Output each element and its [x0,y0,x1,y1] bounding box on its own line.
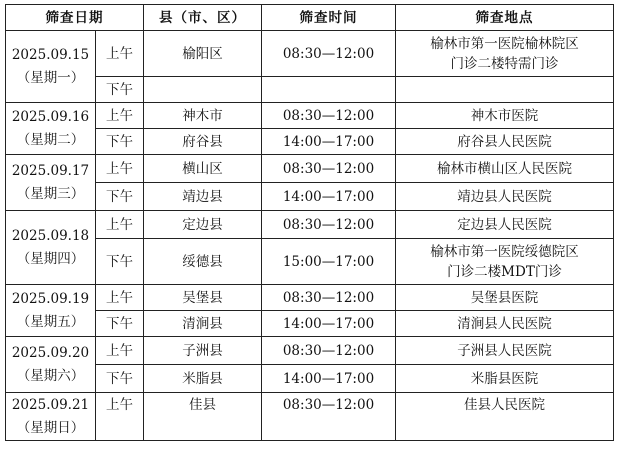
table-row [6,31,614,77]
table-row [6,285,614,311]
time-cell: 14:00—17:00 [262,183,396,211]
county-cell: 靖边县 [144,183,262,211]
place-cell: 佳县人民医院 [396,393,614,441]
weekday-value: （星期二） [16,131,85,148]
weekday-value: （星期五） [16,313,85,330]
header-county: 县（市、区） [144,5,262,31]
time-cell: 15:00—17:00 [262,239,396,285]
place-cell: 靖边县人民医院 [396,183,614,211]
county-cell [144,77,262,103]
date-value: 2025.09.16 [11,108,90,125]
place-line-1: 榆林市第一医院绥德院区 [430,243,579,260]
period-am: 上午 [96,103,144,129]
header-date: 筛查日期 [6,5,144,31]
date-value: 2025.09.21 [11,397,90,413]
date-cell [6,103,96,155]
place-cell: 定边县人民医院 [396,211,614,239]
place-cell [396,31,614,77]
date-value: 2025.09.17 [11,162,90,179]
table-row [6,311,614,337]
place-cell: 米脂县医院 [396,365,614,393]
header-place: 筛查地点 [396,5,614,31]
period-pm: 下午 [96,77,144,103]
date-value: 2025.09.15 [11,46,90,63]
header-row [6,5,614,31]
table-row [6,129,614,155]
table-row [6,365,614,393]
county-cell: 神木市 [144,103,262,129]
period-am: 上午 [96,211,144,239]
period-am: 上午 [96,285,144,311]
period-pm: 下午 [96,129,144,155]
county-cell: 榆阳区 [144,31,262,77]
date-cell [6,211,96,285]
time-cell: 08:30—12:00 [262,211,396,239]
time-cell: 08:30—12:00 [262,393,396,441]
place-line-2: 门诊二楼MDT门诊 [447,263,562,280]
date-value: 2025.09.19 [11,290,90,307]
period-pm: 下午 [96,311,144,337]
period-pm: 下午 [96,365,144,393]
place-cell: 府谷县人民医院 [396,129,614,155]
time-cell: 14:00—17:00 [262,311,396,337]
period-pm: 下午 [96,183,144,211]
county-cell: 佳县 [144,393,262,441]
county-cell: 子洲县 [144,337,262,365]
place-cell: 吴堡县医院 [396,285,614,311]
table-row [6,211,614,239]
place-cell: 子洲县人民医院 [396,337,614,365]
table-row [6,183,614,211]
weekday-value: （星期三） [16,185,85,202]
table-row [6,155,614,183]
time-cell: 14:00—17:00 [262,365,396,393]
county-cell: 米脂县 [144,365,262,393]
period-pm: 下午 [96,239,144,285]
date-value: 2025.09.20 [11,344,90,361]
time-cell: 08:30—12:00 [262,337,396,365]
table-row [6,77,614,103]
place-cell: 神木市医院 [396,103,614,129]
date-cell [6,337,96,393]
place-cell [396,239,614,285]
county-cell: 清涧县 [144,311,262,337]
period-am: 上午 [96,31,144,77]
county-cell: 横山区 [144,155,262,183]
place-line-2: 门诊二楼特需门诊 [450,55,559,72]
period-am: 上午 [96,155,144,183]
table-row [6,103,614,129]
place-cell: 榆林市横山区人民医院 [396,155,614,183]
date-cell [6,31,96,103]
county-cell: 定边县 [144,211,262,239]
date-cell [6,155,96,211]
place-cell [396,77,614,103]
time-cell: 08:30—12:00 [262,285,396,311]
weekday-value: （星期六） [16,367,85,384]
weekday-value: （星期一） [16,69,85,86]
county-cell: 吴堡县 [144,285,262,311]
place-cell: 清涧县人民医院 [396,311,614,337]
header-time: 筛查时间 [262,5,396,31]
screening-schedule-table [5,4,614,441]
place-line-1: 榆林市第一医院榆林院区 [430,35,579,52]
time-cell: 14:00—17:00 [262,129,396,155]
county-cell: 绥德县 [144,239,262,285]
period-am: 上午 [96,337,144,365]
period-am: 上午 [96,393,144,441]
table-row [6,239,614,285]
time-cell: 08:30—12:00 [262,103,396,129]
time-cell: 08:30—12:00 [262,31,396,77]
table-row [6,393,614,441]
date-cell [6,285,96,337]
time-cell [262,77,396,103]
date-cell [6,393,96,441]
weekday-value: （星期日） [16,420,85,436]
table-row [6,337,614,365]
time-cell: 08:30—12:00 [262,155,396,183]
county-cell: 府谷县 [144,129,262,155]
weekday-value: （星期四） [16,250,85,267]
date-value: 2025.09.18 [11,227,90,244]
